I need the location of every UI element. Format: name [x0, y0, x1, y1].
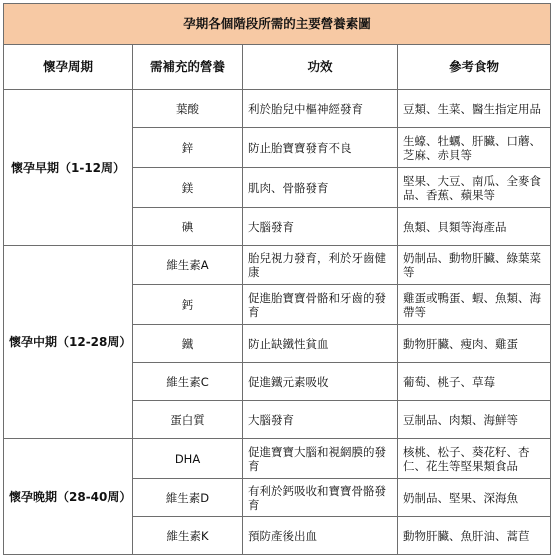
header-row — [4, 45, 551, 90]
header-effect: 功效 — [243, 45, 398, 90]
effect-cell: 有利於鈣吸收和寶寶骨骼發育 — [243, 479, 398, 517]
stage-early: 懷孕早期（1-12周） — [4, 90, 133, 246]
nutrient-cell: 維生素A — [133, 246, 243, 285]
header-period: 懷孕周期 — [4, 45, 133, 90]
nutrient-cell: DHA — [133, 439, 243, 479]
stage-late: 懷孕晚期（28-40周） — [4, 439, 133, 555]
food-cell: 奶制品、動物肝臟、綠葉菜等 — [398, 246, 551, 285]
nutrient-cell: 鎂 — [133, 168, 243, 208]
effect-cell: 促進鐵元素吸收 — [243, 363, 398, 401]
effect-cell: 促進胎寶寶骨骼和牙齒的發育 — [243, 285, 398, 325]
nutrient-cell: 鐵 — [133, 325, 243, 363]
effect-cell: 胎兒視力發育，利於牙齒健康 — [243, 246, 398, 285]
food-cell: 奶制品、堅果、深海魚 — [398, 479, 551, 517]
table-title: 孕期各個階段所需的主要營養素圖 — [4, 4, 551, 45]
table-row — [4, 439, 551, 479]
effect-cell: 促進寶寶大腦和視網膜的發育 — [243, 439, 398, 479]
effect-cell: 防止缺鐵性貧血 — [243, 325, 398, 363]
effect-cell: 預防產後出血 — [243, 517, 398, 555]
table-row — [4, 90, 551, 128]
food-cell: 核桃、松子、葵花籽、杏仁、花生等堅果類食品 — [398, 439, 551, 479]
nutrient-cell: 維生素C — [133, 363, 243, 401]
food-cell: 魚類、貝類等海產品 — [398, 208, 551, 246]
nutrient-cell: 碘 — [133, 208, 243, 246]
nutrient-cell: 維生素D — [133, 479, 243, 517]
nutrient-cell: 維生素K — [133, 517, 243, 555]
food-cell: 豆制品、肉類、海鮮等 — [398, 401, 551, 439]
effect-cell: 大腦發育 — [243, 208, 398, 246]
effect-cell: 肌肉、骨骼發育 — [243, 168, 398, 208]
header-food: 參考食物 — [398, 45, 551, 90]
nutrient-cell: 蛋白質 — [133, 401, 243, 439]
food-cell: 動物肝臟、魚肝油、蒿苣 — [398, 517, 551, 555]
header-nutrient: 需補充的營養 — [133, 45, 243, 90]
effect-cell: 大腦發育 — [243, 401, 398, 439]
food-cell: 動物肝臟、瘦肉、雞蛋 — [398, 325, 551, 363]
nutrition-table — [3, 3, 551, 555]
nutrient-cell: 鈣 — [133, 285, 243, 325]
food-cell: 生蠔、牡蠣、肝臟、口蘑、芝麻、赤貝等 — [398, 128, 551, 168]
effect-cell: 防止胎寶寶發育不良 — [243, 128, 398, 168]
nutrient-cell: 葉酸 — [133, 90, 243, 128]
food-cell: 雞蛋或鴨蛋、蝦、魚類、海帶等 — [398, 285, 551, 325]
food-cell: 豆類、生菜、醫生指定用品 — [398, 90, 551, 128]
food-cell: 葡萄、桃子、草莓 — [398, 363, 551, 401]
table-row — [4, 246, 551, 285]
food-cell: 堅果、大豆、南瓜、全麥食品、香蕉、蘋果等 — [398, 168, 551, 208]
title-row — [4, 4, 551, 45]
nutrient-cell: 鋅 — [133, 128, 243, 168]
effect-cell: 利於胎兒中樞神經發育 — [243, 90, 398, 128]
stage-mid: 懷孕中期（12-28周） — [4, 246, 133, 439]
